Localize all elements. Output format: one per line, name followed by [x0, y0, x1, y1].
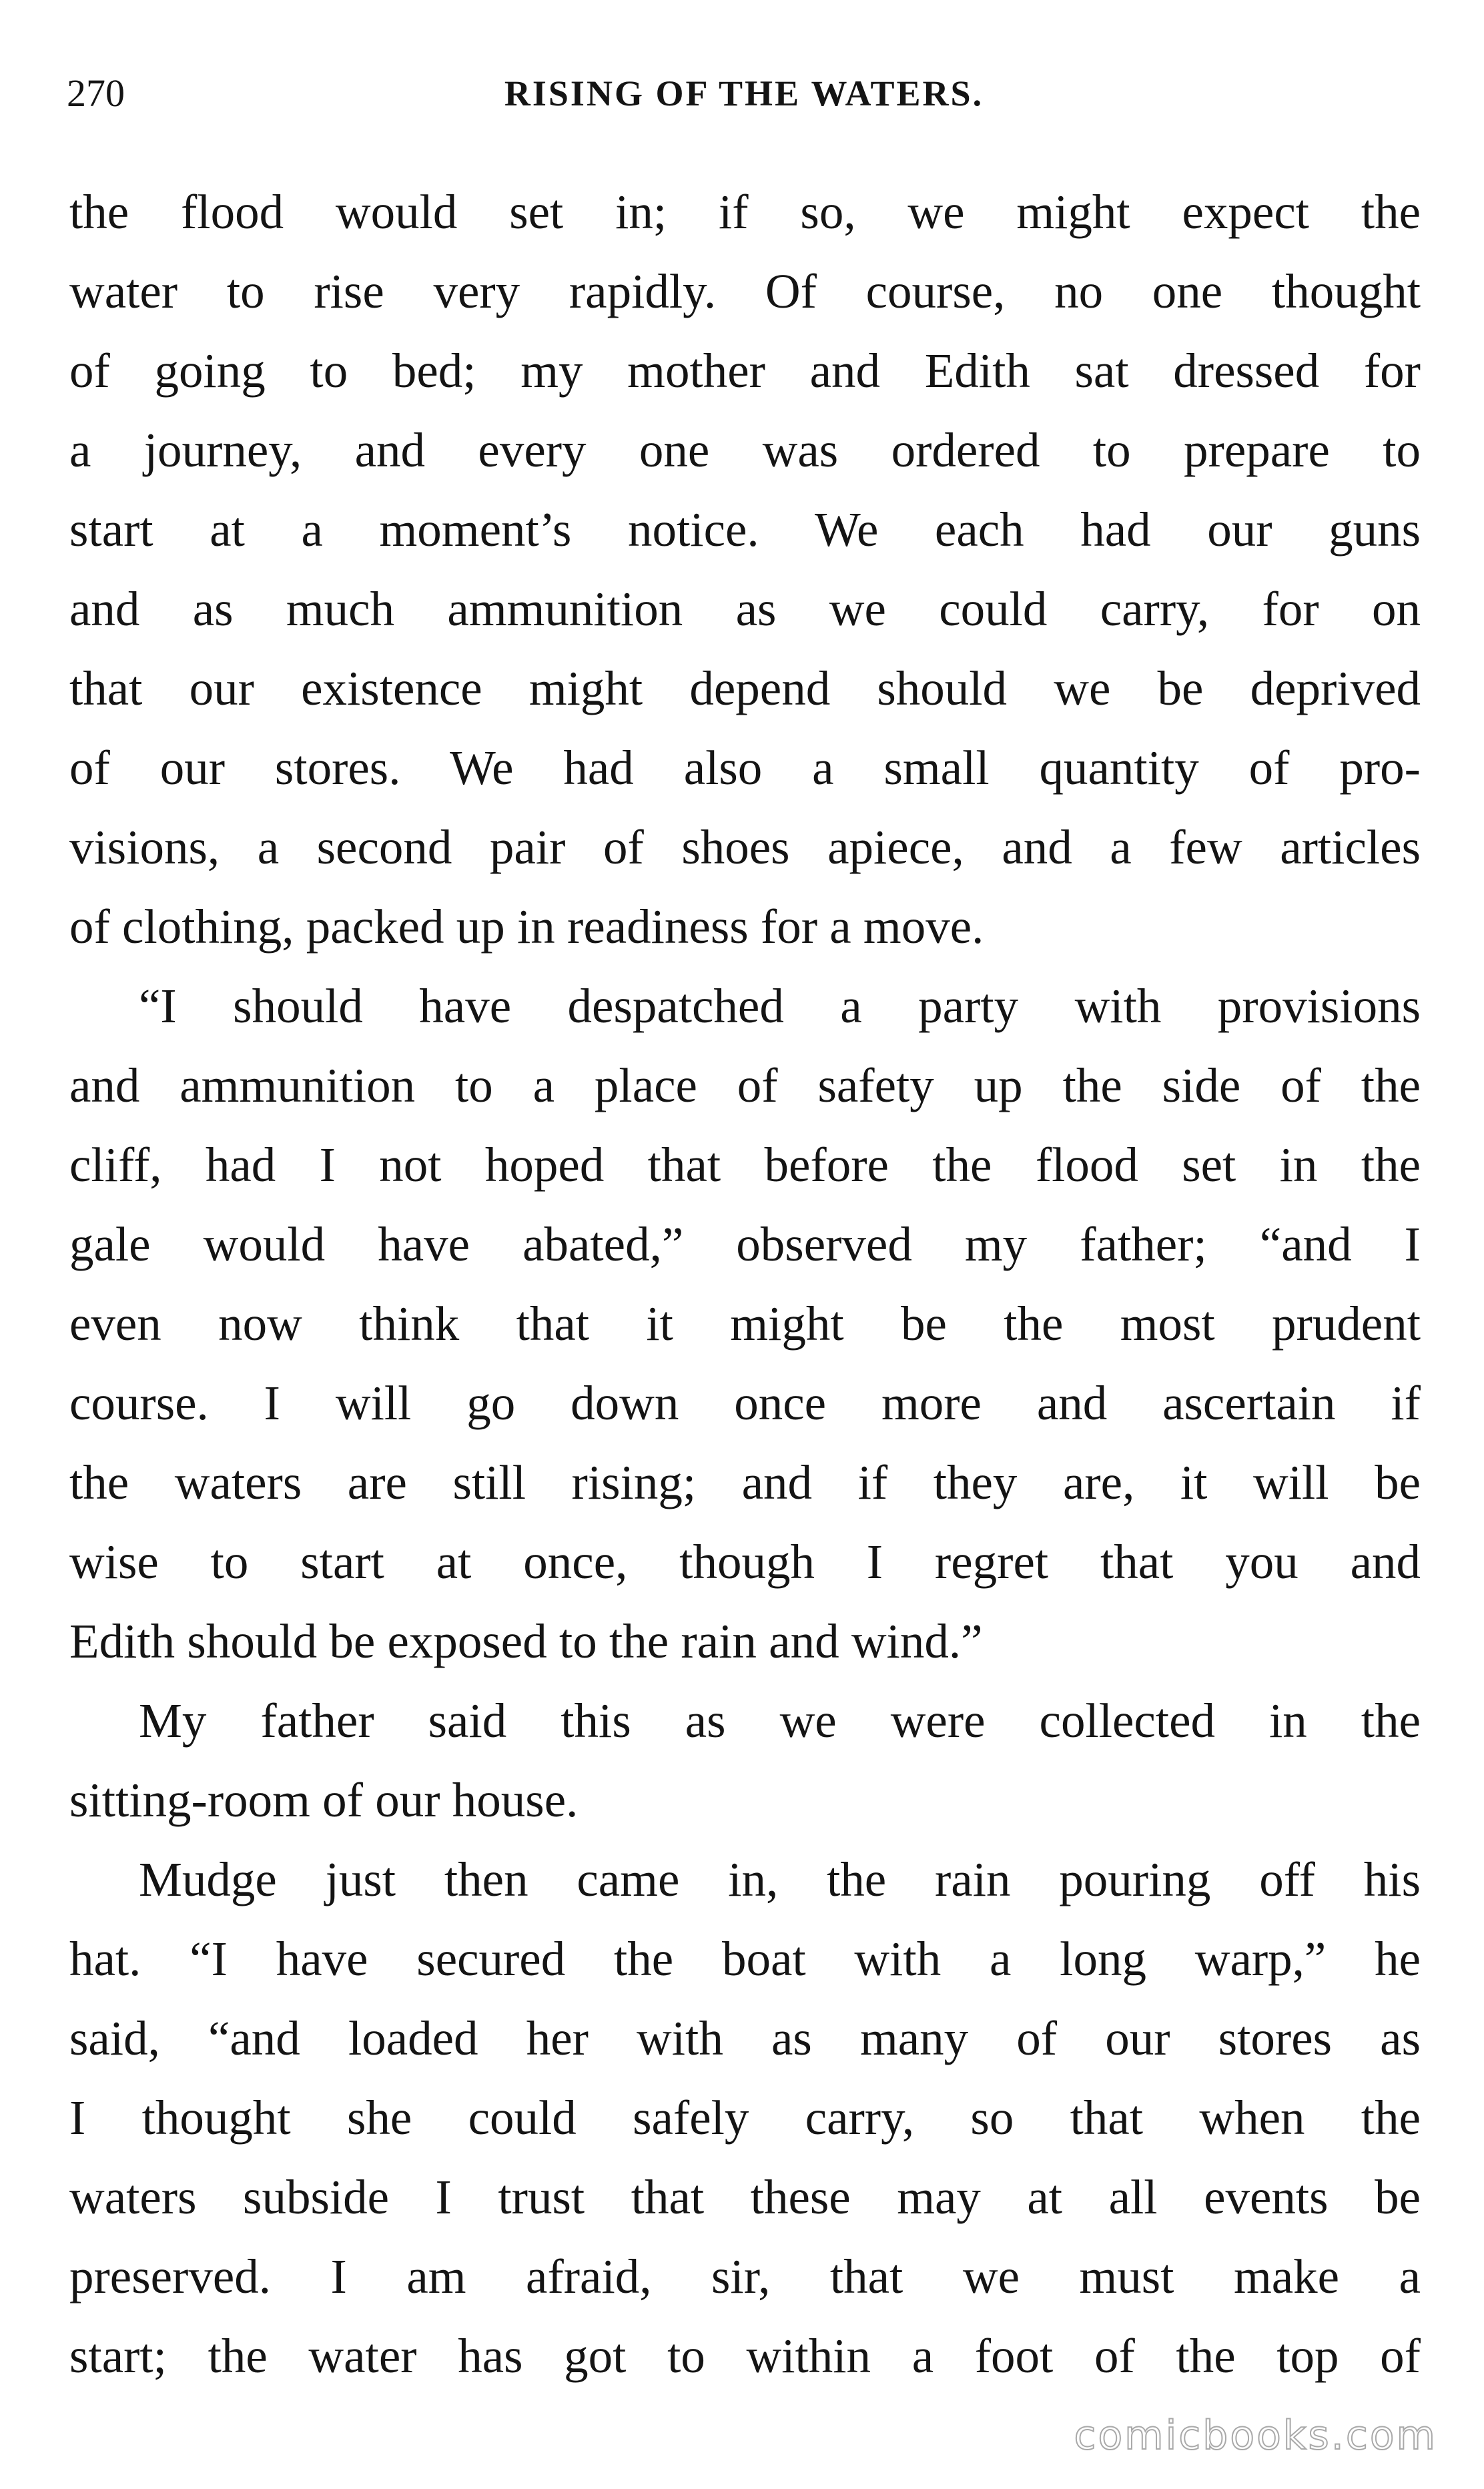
text-line: that our existence might depend should we be deprived	[69, 661, 1421, 715]
text-line: cliff, had I not hoped that before the flood set in the	[69, 1138, 1421, 1192]
text-line: said, “and loaded her with as many of our stores as	[69, 2011, 1421, 2065]
text-line: of going to bed; my mother and Edith sat dressed for	[69, 344, 1421, 398]
text-line: I thought she could safely carry, so that when the	[69, 2091, 1421, 2145]
text-line: wise to start at once, though I regret that you and	[69, 1535, 1421, 1589]
text-line: and ammunition to a place of safety up the side of the	[69, 1058, 1421, 1112]
text-line: sitting-room of our house.	[69, 1773, 579, 1827]
text-line: water to rise very rapidly. Of course, no one thought	[69, 264, 1421, 318]
text-line: Mudge just then came in, the rain pouring off his	[139, 1852, 1421, 1906]
text-line: preserved. I am afraid, sir, that we must make a	[69, 2249, 1421, 2303]
text-line: My father said this as we were collected in the	[139, 1694, 1421, 1748]
text-line: a journey, and every one was ordered to prepare to	[69, 423, 1421, 477]
running-head: RISING OF THE WATERS.	[504, 73, 984, 113]
body-text	[69, 172, 1421, 2396]
text-line: the waters are still rising; and if they are, it will be	[69, 1455, 1421, 1509]
text-line: visions, a second pair of shoes apiece, and a few articles	[69, 820, 1421, 874]
page-header	[67, 67, 1421, 120]
text-line: hat. “I have secured the boat with a long warp,” he	[69, 1932, 1421, 1986]
text-line: waters subside I trust that these may at all events be	[69, 2170, 1421, 2224]
text-line: the flood would set in; if so, we might expect the	[69, 185, 1421, 239]
text-line: and as much ammunition as we could carry, for on	[69, 582, 1421, 636]
text-line: “I should have despatched a party with provisions	[139, 979, 1421, 1033]
text-line: course. I will go down once more and ascertain if	[69, 1376, 1421, 1430]
watermark: comicbooks.com	[1074, 2412, 1437, 2459]
text-line: Edith should be exposed to the rain and wind.”	[69, 1614, 983, 1668]
text-line: of our stores. We had also a small quantity of pro-	[69, 741, 1421, 795]
text-line: of clothing, packed up in readiness for a move.	[69, 900, 984, 954]
page-number: 270	[67, 71, 125, 115]
text-line: gale would have abated,” observed my father; “and I	[69, 1217, 1421, 1271]
text-line: even now think that it might be the most prudent	[69, 1297, 1421, 1351]
text-line: start at a moment’s notice. We each had our guns	[69, 502, 1421, 557]
text-line: start; the water has got to within a foot of the top of	[69, 2329, 1421, 2383]
